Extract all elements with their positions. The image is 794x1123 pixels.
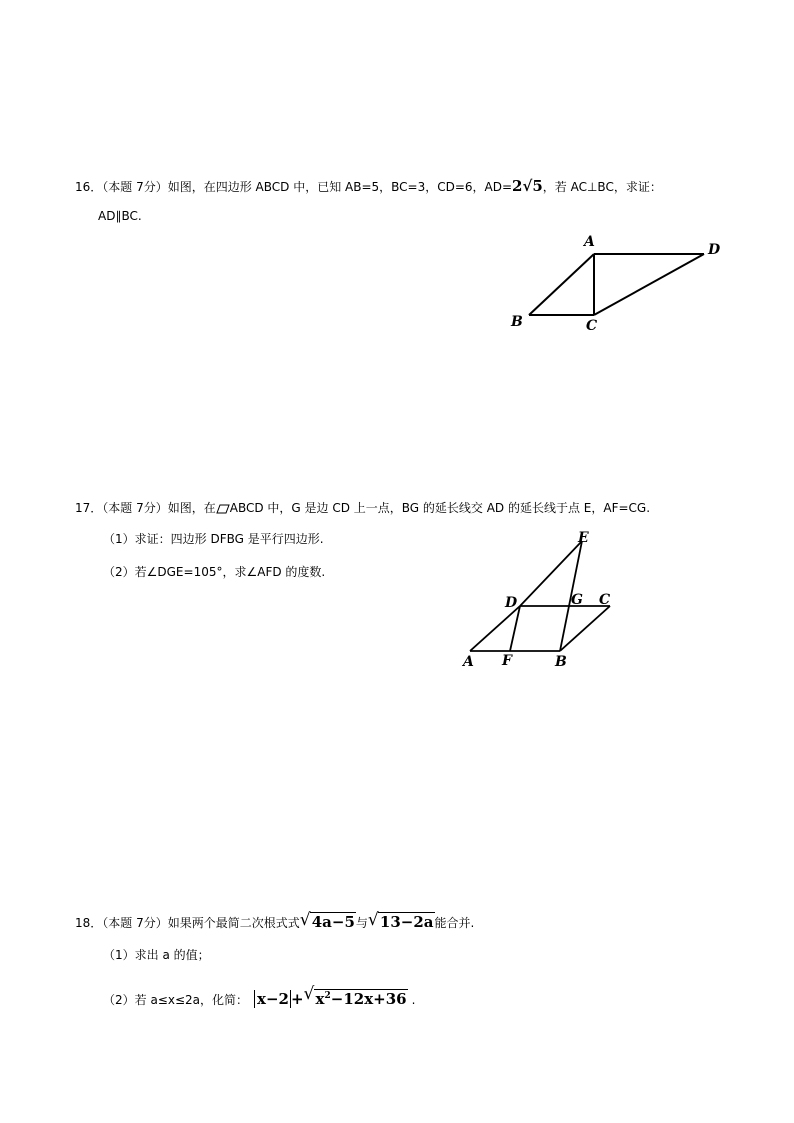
q18-text-end: 能合并. — [434, 916, 475, 930]
q16-label-a: A — [584, 234, 595, 250]
q18-radicand-1: 4a−5 — [311, 913, 355, 931]
q17-part1: （1）求证：四边形 DFBG 是平行四边形. — [103, 532, 324, 546]
q18-line1 — [75, 910, 475, 931]
q18-end: . — [411, 993, 416, 1007]
q17-label-f: F — [502, 653, 512, 669]
radical-sign-icon: √ — [299, 910, 311, 930]
radical-sign-icon: √ — [303, 984, 315, 1004]
q16-segment-dc — [594, 254, 704, 315]
q18-text-a: 18．（本题 7分）如果两个最简二次根式式 — [75, 916, 300, 930]
q17-label-e: E — [578, 530, 589, 546]
q18-radicand-3-x: x — [315, 990, 325, 1008]
q17-part2: （2）若∠DGE=105°，求∠AFD 的度数. — [103, 565, 326, 579]
q16-text-end: ，若 AC⊥BC，求证： — [542, 180, 662, 194]
q18-radical-3 — [303, 984, 408, 1008]
q18-radicand-3 — [314, 989, 408, 1008]
q18-part2 — [103, 984, 416, 1008]
q18-part1: （1）求出 a 的值； — [103, 948, 210, 962]
q17-label-d: D — [505, 595, 518, 611]
q16-figure — [500, 230, 740, 340]
q17-label-g: G — [571, 592, 583, 608]
q16-segment-ab — [529, 254, 594, 315]
q18-radicand-3-rest: −12x+36 — [330, 990, 407, 1008]
q17-label-c: C — [599, 592, 611, 608]
q16-line2: AD∥BC. — [98, 209, 142, 223]
q16-text: 16．（本题 7分）如图，在四边形 ABCD 中，已知 AB=5，BC=3，CD=6，AD= — [75, 180, 513, 194]
q16-label-d: D — [708, 242, 721, 258]
q17-segment-ad — [470, 606, 520, 651]
q17-text-b: ABCD 中，G 是边 CD 上一点，BG 的延长线交 AD 的延长线于点 E，AF=CG. — [229, 501, 651, 515]
q18-radicand-2: 13−2a — [379, 913, 434, 931]
q17-line1 — [75, 500, 650, 516]
q18-text-mid: 与 — [355, 916, 368, 930]
radical-sign-icon: √ — [367, 910, 379, 930]
q16-label-c: C — [586, 318, 598, 334]
q18-radical-2 — [367, 910, 435, 931]
q16-label-b: B — [511, 314, 523, 330]
q18-radical-1 — [299, 910, 356, 931]
parallelogram-icon — [216, 504, 230, 514]
q18-part2-text: （2）若 a≤x≤2a，化简： — [103, 993, 249, 1007]
q18-plus: + — [290, 990, 304, 1008]
q17-label-a: A — [463, 654, 474, 670]
q18-radicand-3-exp: 2 — [324, 991, 331, 1001]
q17-text-a: 17．（本题 7分）如图，在 — [75, 501, 216, 515]
q16-line1 — [75, 178, 662, 195]
q17-label-b: B — [555, 654, 567, 670]
q18-abs-expr: x−2 — [257, 990, 289, 1008]
q17-figure — [455, 528, 625, 673]
q16-ad-value: 2√5 — [512, 177, 543, 195]
